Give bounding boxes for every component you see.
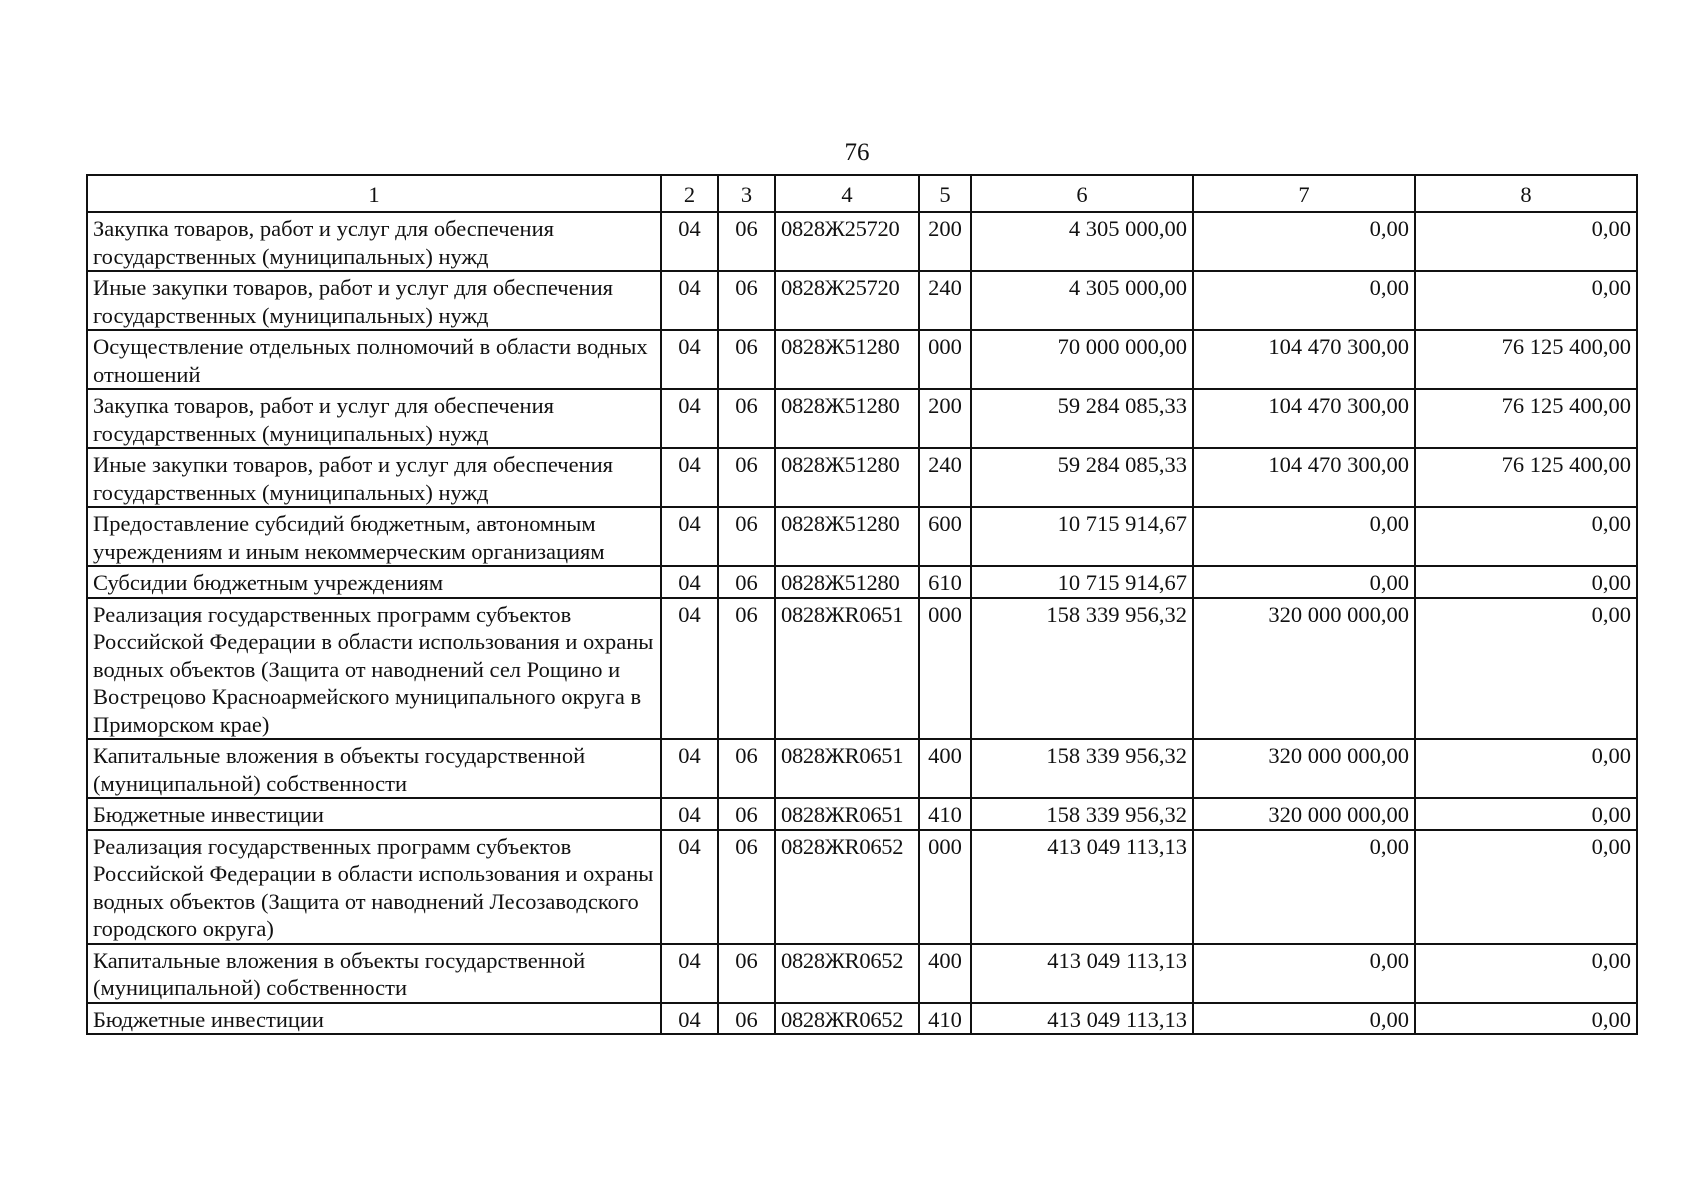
subsection-code-cell: 06 bbox=[718, 212, 775, 271]
target-article-cell: 0828Ж25720 bbox=[775, 212, 919, 271]
subsection-code-cell: 06 bbox=[718, 798, 775, 830]
row-name-cell: Закупка товаров, работ и услуг для обеспечения государственных (муниципальных) нужд bbox=[87, 212, 661, 271]
subsection-code-cell: 06 bbox=[718, 739, 775, 798]
amount-col7-cell: 104 470 300,00 bbox=[1193, 389, 1415, 448]
expense-type-cell: 600 bbox=[919, 507, 971, 566]
section-code-cell: 04 bbox=[661, 944, 718, 1003]
row-name-cell: Иные закупки товаров, работ и услуг для обеспечения государственных (муниципальных) нужд bbox=[87, 448, 661, 507]
column-header: 4 bbox=[775, 175, 919, 212]
section-code-cell: 04 bbox=[661, 1003, 718, 1035]
amount-col8-cell: 76 125 400,00 bbox=[1415, 448, 1637, 507]
amount-col6-cell: 59 284 085,33 bbox=[971, 389, 1193, 448]
subsection-code-cell: 06 bbox=[718, 389, 775, 448]
expense-type-cell: 240 bbox=[919, 271, 971, 330]
table-row bbox=[87, 598, 1637, 740]
amount-col8-cell: 76 125 400,00 bbox=[1415, 330, 1637, 389]
row-name-cell: Бюджетные инвестиции bbox=[87, 798, 661, 830]
target-article-cell: 0828Ж51280 bbox=[775, 389, 919, 448]
section-code-cell: 04 bbox=[661, 212, 718, 271]
column-header: 6 bbox=[971, 175, 1193, 212]
subsection-code-cell: 06 bbox=[718, 830, 775, 944]
table-row bbox=[87, 830, 1637, 944]
amount-col8-cell: 0,00 bbox=[1415, 507, 1637, 566]
amount-col8-cell: 0,00 bbox=[1415, 212, 1637, 271]
table-row bbox=[87, 944, 1637, 1003]
target-article-cell: 0828Ж25720 bbox=[775, 271, 919, 330]
expense-type-cell: 410 bbox=[919, 1003, 971, 1035]
subsection-code-cell: 06 bbox=[718, 271, 775, 330]
row-name-cell: Иные закупки товаров, работ и услуг для обеспечения государственных (муниципальных) нужд bbox=[87, 271, 661, 330]
expense-type-cell: 240 bbox=[919, 448, 971, 507]
amount-col6-cell: 4 305 000,00 bbox=[971, 271, 1193, 330]
table-row bbox=[87, 1003, 1637, 1035]
table-row bbox=[87, 507, 1637, 566]
target-article-cell: 0828Ж51280 bbox=[775, 448, 919, 507]
amount-col8-cell: 0,00 bbox=[1415, 566, 1637, 598]
subsection-code-cell: 06 bbox=[718, 598, 775, 740]
subsection-code-cell: 06 bbox=[718, 566, 775, 598]
amount-col8-cell: 0,00 bbox=[1415, 830, 1637, 944]
column-header: 7 bbox=[1193, 175, 1415, 212]
amount-col6-cell: 158 339 956,32 bbox=[971, 598, 1193, 740]
target-article-cell: 0828Ж51280 bbox=[775, 330, 919, 389]
amount-col7-cell: 0,00 bbox=[1193, 944, 1415, 1003]
section-code-cell: 04 bbox=[661, 830, 718, 944]
amount-col8-cell: 0,00 bbox=[1415, 1003, 1637, 1035]
section-code-cell: 04 bbox=[661, 448, 718, 507]
header-row bbox=[87, 175, 1637, 212]
column-header: 8 bbox=[1415, 175, 1637, 212]
amount-col8-cell: 0,00 bbox=[1415, 944, 1637, 1003]
table-body bbox=[87, 212, 1637, 1034]
row-name-cell: Реализация государственных программ субъектов Российской Федерации в области использования и охраны водных объектов (Защита от наводнений сел Рощино и Вострецово Красноармейского муниципального округа в Приморском крае) bbox=[87, 598, 661, 740]
table-row bbox=[87, 212, 1637, 271]
section-code-cell: 04 bbox=[661, 330, 718, 389]
subsection-code-cell: 06 bbox=[718, 944, 775, 1003]
section-code-cell: 04 bbox=[661, 389, 718, 448]
section-code-cell: 04 bbox=[661, 566, 718, 598]
row-name-cell: Осуществление отдельных полномочий в области водных отношений bbox=[87, 330, 661, 389]
amount-col6-cell: 413 049 113,13 bbox=[971, 830, 1193, 944]
expense-type-cell: 200 bbox=[919, 212, 971, 271]
amount-col6-cell: 158 339 956,32 bbox=[971, 739, 1193, 798]
amount-col7-cell: 0,00 bbox=[1193, 212, 1415, 271]
expense-type-cell: 400 bbox=[919, 739, 971, 798]
amount-col6-cell: 70 000 000,00 bbox=[971, 330, 1193, 389]
column-header: 5 bbox=[919, 175, 971, 212]
row-name-cell: Закупка товаров, работ и услуг для обеспечения государственных (муниципальных) нужд bbox=[87, 389, 661, 448]
amount-col7-cell: 320 000 000,00 bbox=[1193, 739, 1415, 798]
amount-col8-cell: 76 125 400,00 bbox=[1415, 389, 1637, 448]
subsection-code-cell: 06 bbox=[718, 507, 775, 566]
subsection-code-cell: 06 bbox=[718, 1003, 775, 1035]
section-code-cell: 04 bbox=[661, 739, 718, 798]
section-code-cell: 04 bbox=[661, 798, 718, 830]
row-name-cell: Капитальные вложения в объекты государственной (муниципальной) собственности bbox=[87, 739, 661, 798]
amount-col8-cell: 0,00 bbox=[1415, 598, 1637, 740]
row-name-cell: Реализация государственных программ субъектов Российской Федерации в области использования и охраны водных объектов (Защита от наводнений Лесозаводского городского округа) bbox=[87, 830, 661, 944]
expense-type-cell: 000 bbox=[919, 830, 971, 944]
amount-col6-cell: 10 715 914,67 bbox=[971, 507, 1193, 566]
target-article-cell: 0828ЖR0651 bbox=[775, 739, 919, 798]
amount-col7-cell: 320 000 000,00 bbox=[1193, 798, 1415, 830]
section-code-cell: 04 bbox=[661, 598, 718, 740]
page-number: 76 bbox=[844, 139, 870, 166]
column-header: 2 bbox=[661, 175, 718, 212]
target-article-cell: 0828ЖR0652 bbox=[775, 1003, 919, 1035]
expense-type-cell: 000 bbox=[919, 330, 971, 389]
table-row bbox=[87, 330, 1637, 389]
table-row bbox=[87, 739, 1637, 798]
amount-col8-cell: 0,00 bbox=[1415, 798, 1637, 830]
expense-type-cell: 000 bbox=[919, 598, 971, 740]
amount-col7-cell: 0,00 bbox=[1193, 507, 1415, 566]
table-row bbox=[87, 798, 1637, 830]
expense-type-cell: 410 bbox=[919, 798, 971, 830]
budget-table bbox=[86, 174, 1638, 1035]
subsection-code-cell: 06 bbox=[718, 330, 775, 389]
amount-col6-cell: 158 339 956,32 bbox=[971, 798, 1193, 830]
column-header: 1 bbox=[87, 175, 661, 212]
amount-col8-cell: 0,00 bbox=[1415, 271, 1637, 330]
amount-col6-cell: 10 715 914,67 bbox=[971, 566, 1193, 598]
amount-col7-cell: 0,00 bbox=[1193, 1003, 1415, 1035]
target-article-cell: 0828Ж51280 bbox=[775, 566, 919, 598]
table-row bbox=[87, 271, 1637, 330]
amount-col6-cell: 413 049 113,13 bbox=[971, 944, 1193, 1003]
table-row bbox=[87, 448, 1637, 507]
amount-col7-cell: 0,00 bbox=[1193, 566, 1415, 598]
amount-col6-cell: 4 305 000,00 bbox=[971, 212, 1193, 271]
expense-type-cell: 610 bbox=[919, 566, 971, 598]
section-code-cell: 04 bbox=[661, 507, 718, 566]
amount-col7-cell: 0,00 bbox=[1193, 830, 1415, 944]
row-name-cell: Предоставление субсидий бюджетным, автономным учреждениям и иным некоммерческим организациям bbox=[87, 507, 661, 566]
amount-col6-cell: 59 284 085,33 bbox=[971, 448, 1193, 507]
target-article-cell: 0828ЖR0651 bbox=[775, 598, 919, 740]
table-row bbox=[87, 389, 1637, 448]
target-article-cell: 0828ЖR0652 bbox=[775, 830, 919, 944]
amount-col7-cell: 104 470 300,00 bbox=[1193, 448, 1415, 507]
table-row bbox=[87, 566, 1637, 598]
target-article-cell: 0828Ж51280 bbox=[775, 507, 919, 566]
section-code-cell: 04 bbox=[661, 271, 718, 330]
row-name-cell: Субсидии бюджетным учреждениям bbox=[87, 566, 661, 598]
amount-col8-cell: 0,00 bbox=[1415, 739, 1637, 798]
amount-col7-cell: 320 000 000,00 bbox=[1193, 598, 1415, 740]
expense-type-cell: 400 bbox=[919, 944, 971, 1003]
expense-type-cell: 200 bbox=[919, 389, 971, 448]
row-name-cell: Бюджетные инвестиции bbox=[87, 1003, 661, 1035]
row-name-cell: Капитальные вложения в объекты государственной (муниципальной) собственности bbox=[87, 944, 661, 1003]
amount-col7-cell: 0,00 bbox=[1193, 271, 1415, 330]
target-article-cell: 0828ЖR0651 bbox=[775, 798, 919, 830]
amount-col7-cell: 104 470 300,00 bbox=[1193, 330, 1415, 389]
target-article-cell: 0828ЖR0652 bbox=[775, 944, 919, 1003]
amount-col6-cell: 413 049 113,13 bbox=[971, 1003, 1193, 1035]
subsection-code-cell: 06 bbox=[718, 448, 775, 507]
column-header: 3 bbox=[718, 175, 775, 212]
